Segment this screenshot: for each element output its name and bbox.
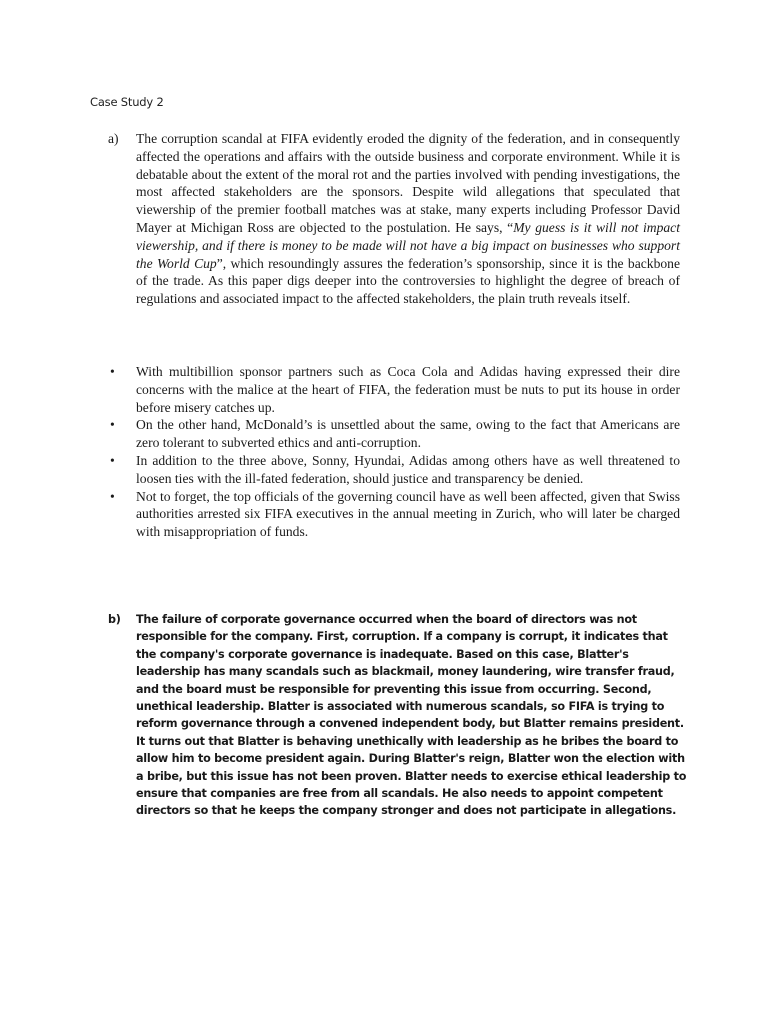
section-a-quote: My guess is it will not impact viewership, and if there is money to be made will not have a big impact on businesses who support the World Cup bbox=[136, 219, 680, 271]
section-a-marker: a) bbox=[108, 131, 119, 146]
bullet-item bbox=[108, 363, 680, 416]
bullet-item bbox=[108, 452, 680, 488]
section-b-marker: b) bbox=[108, 613, 121, 626]
bullet-text: Not to forget, the top officials of the governing council have as well been affected, given that Swiss authorities arrested six FIFA executives in the annual meeting in Zurich, who will later be charged with misappropriation of funds. bbox=[136, 488, 680, 540]
section-b bbox=[108, 611, 688, 820]
bullet-icon: • bbox=[110, 364, 115, 379]
bullet-icon: • bbox=[110, 417, 115, 433]
bullet-text: With multibillion sponsor partners such as Coca Cola and Adidas having expressed their dire concerns with the malice at the heart of FIFA, the federation must be nuts to put its house in order before misery catches up. bbox=[136, 364, 680, 415]
bullet-icon: • bbox=[110, 452, 115, 468]
bullet-icon: • bbox=[110, 488, 115, 504]
section-b-paragraph: The failure of corporate governance occurred when the board of directors was not responsible for the company. First, corruption. If a company is corrupt, it indicates that the company's corporate governance is inadequate. Based on this case, Blatter's leadership has many scandals such as blackmail, money laundering, wire transfer fraud, and the board must be responsible for preventing this issue from occurring. Second, unethical leadership. Blatter is associated with numerous scandals, so FIFA is trying to reform governance through a convened independent body, but Blatter remains president. It turns out that Blatter is behaving unethically with leadership as he bribes the board to allow him to become president again. During Blatter's reign, Blatter won the election with a bribe, but this issue has not been proven. Blatter needs to exercise ethical leadership to ensure that companies are free from all scandals. He also needs to appoint competent directors so that he keeps the company stronger and does not participate in allegations. bbox=[136, 613, 687, 818]
section-a bbox=[108, 130, 680, 308]
section-a-paragraph bbox=[136, 130, 680, 308]
bullet-list bbox=[108, 363, 680, 541]
page-title: Case Study 2 bbox=[90, 95, 164, 109]
section-a-text-before: The corruption scandal at FIFA evidently eroded the dignity of the federation, and in consequently affected the operations and affairs with the outside business and corporate environment. While it is debatable about the extent of the moral rot and the parties involved with pending investigations, the most affected stakeholders are the sponsors. Despite wild allegations that speculated that viewership of the premier football matches was at stake, many experts including Professor David Mayer at Michigan Ross are objected to the postulation. He says, “ bbox=[136, 131, 680, 235]
section-a-text-after: ”, which resoundingly assures the federation’s sponsorship, since it is the backbone of the trade. As this paper digs deeper into the controversies to highlight the degree of breach of regulations and associated impact to the affected stakeholders, the plain truth reveals itself. bbox=[136, 255, 680, 307]
bullet-text: On the other hand, McDonald’s is unsettled about the same, owing to the fact that Americans are zero tolerant to subverted ethics and anti-corruption. bbox=[136, 417, 680, 451]
bullet-item bbox=[108, 488, 680, 541]
bullet-text: In addition to the three above, Sonny, Hyundai, Adidas among others have as well threatened to loosen ties with the ill-fated federation, should justice and transparency be denied. bbox=[136, 452, 680, 486]
bullet-item bbox=[108, 416, 680, 452]
